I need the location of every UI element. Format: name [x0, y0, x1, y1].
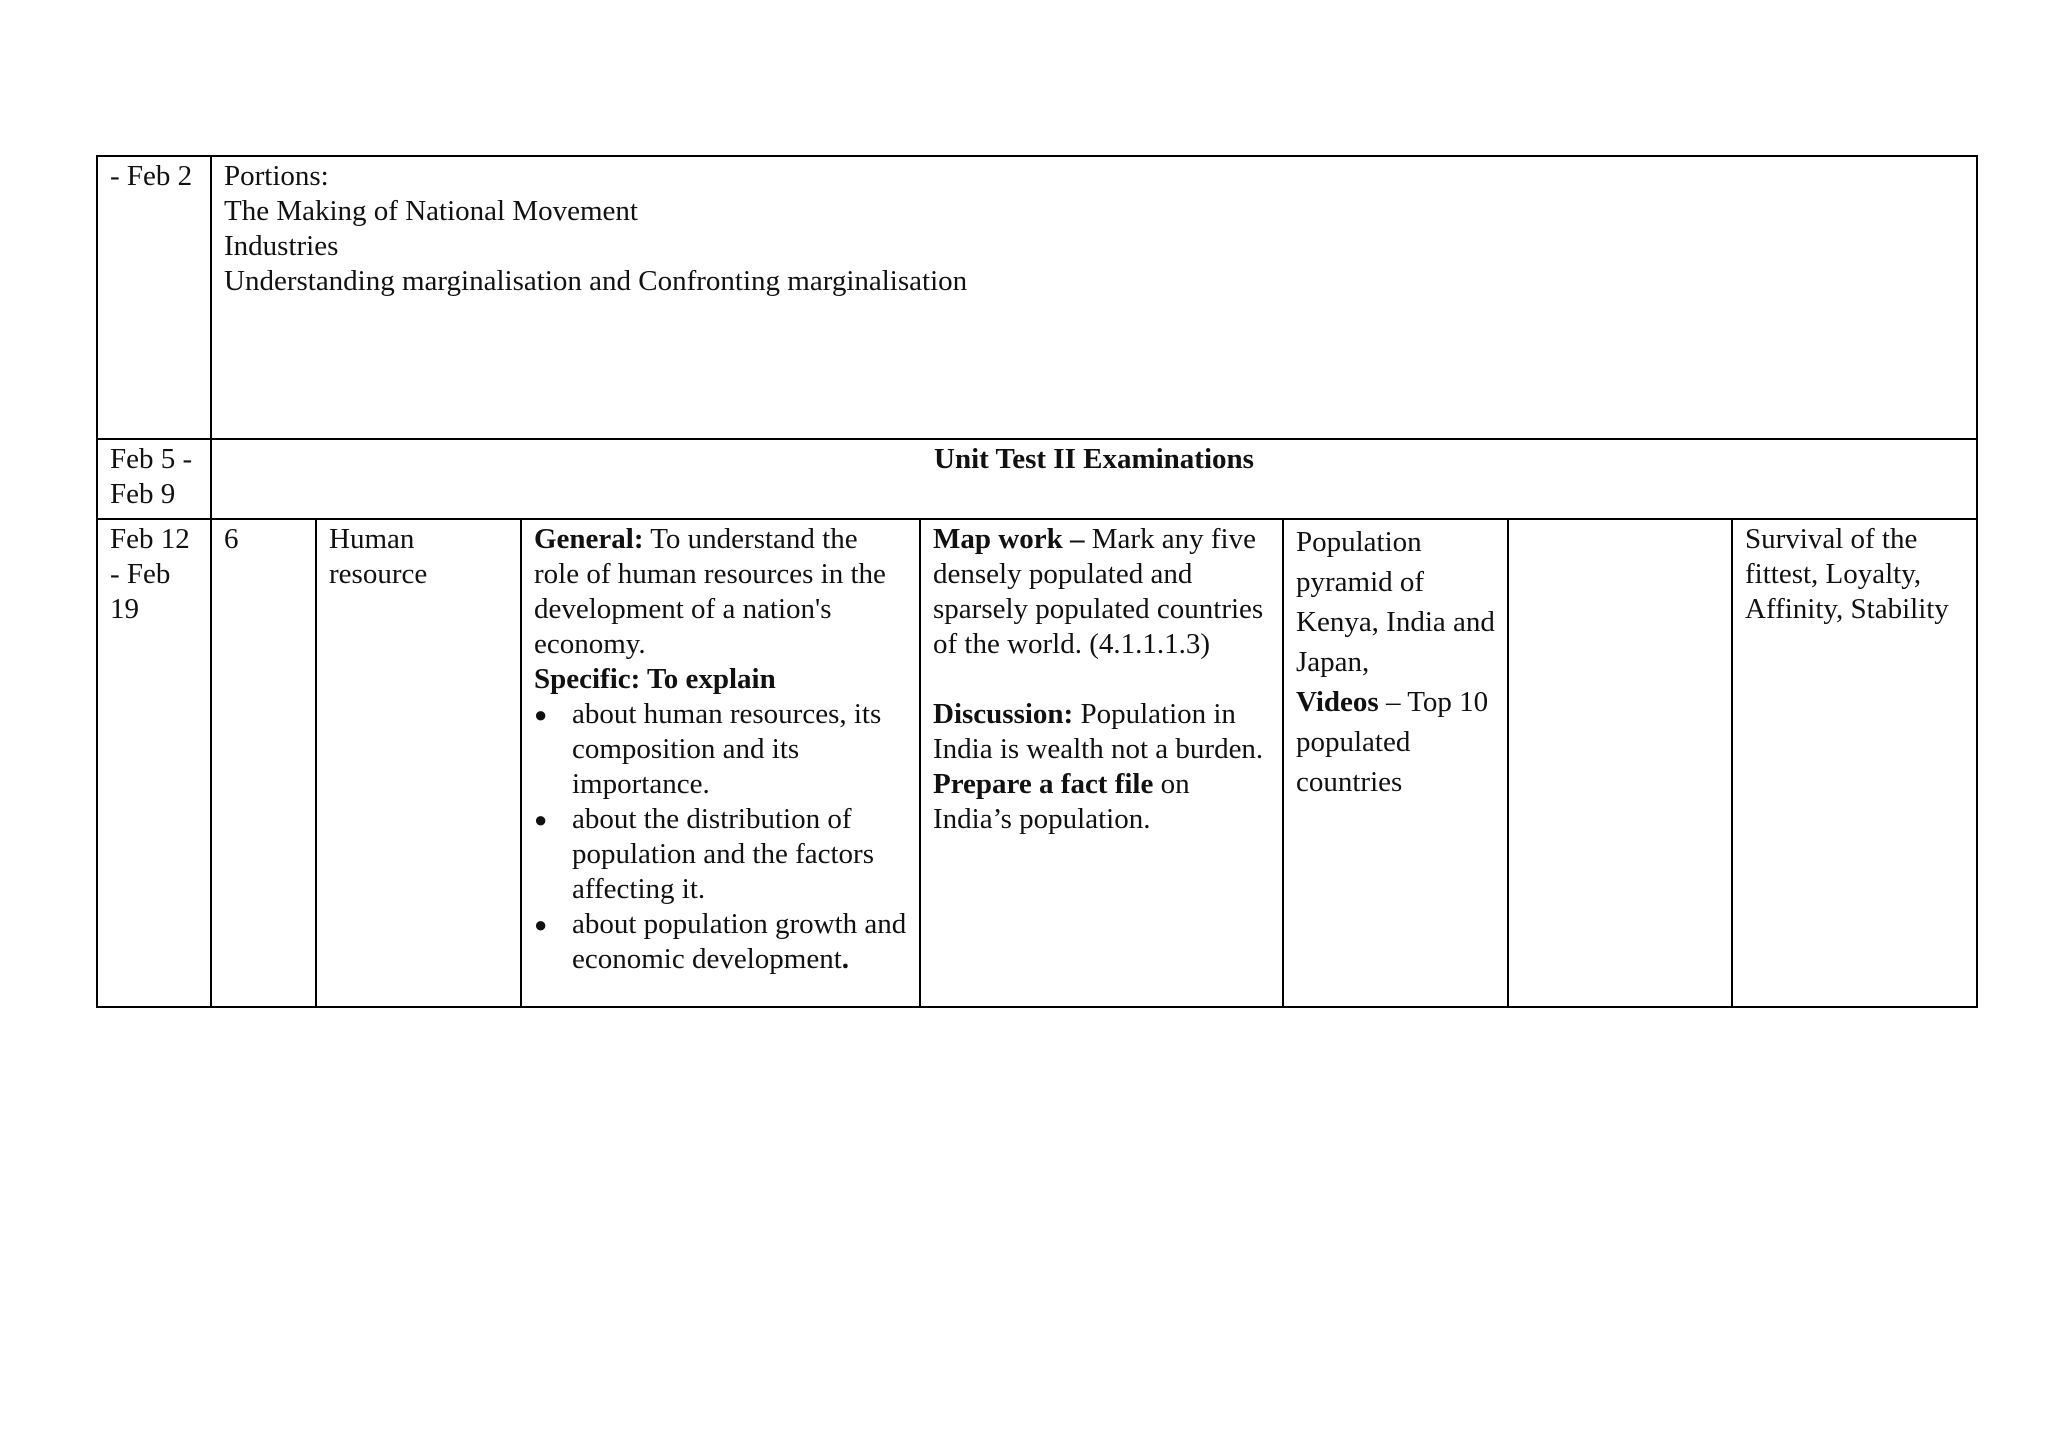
objective-text: about human resources, its composition and its importance. [572, 698, 882, 800]
objectives-list [534, 697, 907, 977]
date-text: Feb 9 [110, 478, 176, 510]
table-row-week [97, 519, 1977, 1007]
portion-item: Industries [224, 230, 339, 262]
date-cell [97, 156, 211, 439]
date-text: 19 [110, 593, 139, 625]
list-item [534, 802, 907, 907]
spacer [933, 662, 1270, 697]
date-text: - Feb 2 [110, 160, 193, 192]
videos-label: Videos [1296, 686, 1379, 718]
date-cell [97, 519, 211, 1007]
fact-file-label: Prepare a fact file [933, 768, 1154, 800]
date-cell [97, 439, 211, 519]
discussion-label: Discussion: [933, 698, 1074, 730]
fact-file-text: on India’s population. [933, 768, 1190, 835]
activities-cell [920, 519, 1283, 1007]
discussion-text: Population in India is wealth not a burden. [933, 698, 1264, 765]
date-text: - Feb [110, 558, 171, 590]
periods-text: 6 [224, 523, 239, 555]
values-cell [1732, 519, 1977, 1007]
bullet-icon: ● [534, 912, 548, 937]
unit-test-title: Unit Test II Examinations [934, 443, 1254, 475]
objective-period: . [841, 943, 850, 975]
empty-cell [1508, 519, 1732, 1007]
portion-item: Understanding marginalisation and Confronting marginalisation [224, 265, 968, 297]
unit-test-cell [211, 439, 1977, 519]
map-work-text: Mark any five densely populated and sparsely populated countries of the world. (4.1.1.1.3) [933, 523, 1264, 660]
portions-heading: Portions: [224, 160, 329, 192]
list-item [534, 907, 907, 977]
resources-text: Population pyramid of Kenya, India and Japan, [1296, 526, 1495, 678]
bullet-icon: ● [534, 807, 548, 832]
bullet-icon: ● [534, 702, 548, 727]
objective-text: about the distribution of population and the factors affecting it. [572, 803, 874, 905]
table-row-unit-test [97, 439, 1977, 519]
periods-cell [211, 519, 316, 1007]
table-row-portions [97, 156, 1977, 439]
topic-text: Human [329, 523, 415, 555]
portion-item: The Making of National Movement [224, 195, 638, 227]
date-text: Feb 12 [110, 523, 190, 555]
date-text: Feb 5 - [110, 443, 193, 475]
topic-text: resource [329, 558, 428, 590]
values-text: Survival of the fittest, Loyalty, Affinity, Stability [1745, 523, 1949, 625]
topic-cell [316, 519, 521, 1007]
lesson-plan-table [96, 155, 1978, 1008]
portions-cell [211, 156, 1977, 439]
objectives-cell [521, 519, 920, 1007]
list-item [534, 697, 907, 802]
objective-text: about population growth and economic development [572, 908, 907, 975]
map-work-label: Map work – [933, 523, 1085, 555]
general-label: General: [534, 523, 644, 555]
general-text: To understand the role of human resources in the development of a nation's economy. [534, 523, 886, 660]
specific-label: Specific: To explain [534, 663, 776, 695]
videos-text: – Top 10 populated countries [1296, 686, 1489, 798]
resources-cell [1283, 519, 1508, 1007]
